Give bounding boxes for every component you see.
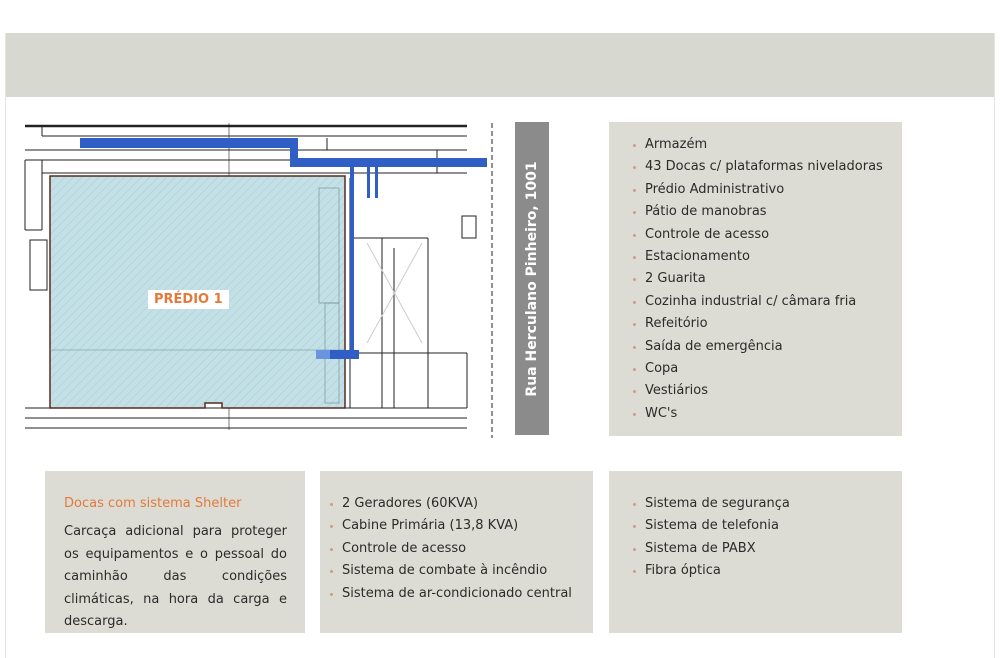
list-item: Sistema de PABX <box>623 538 902 560</box>
list-item: Estacionamento <box>623 246 902 268</box>
list-item: Sistema de telefonia <box>623 515 902 537</box>
features-panel <box>609 122 902 436</box>
list-item: Saída de emergência <box>623 336 902 358</box>
list-item: Pátio de manobras <box>623 201 902 223</box>
list-item: Cabine Primária (13,8 KVA) <box>320 515 593 537</box>
infrastructure-panel <box>320 471 593 633</box>
list-item: Prédio Administrativo <box>623 179 902 201</box>
list-item: Sistema de segurança <box>623 493 902 515</box>
floor-plan-drawing <box>22 118 552 440</box>
list-item: Sistema de ar-condicionado central <box>320 583 593 605</box>
list-item: WC's <box>623 403 902 425</box>
list-item: 43 Docas c/ plataformas niveladoras <box>623 156 902 178</box>
street-name: Rua Herculano Pinheiro, 1001 <box>524 160 540 397</box>
shelter-title: Docas com sistema Shelter <box>64 496 242 511</box>
list-item: Controle de acesso <box>623 224 902 246</box>
shelter-text: Carcaça adicional para proteger os equipamentos e o pessoal do caminhão das condições climáticas, na hora da carga e descarga. <box>64 524 287 629</box>
list-item: Fibra óptica <box>623 560 902 582</box>
list-item: Sistema de combate à incêndio <box>320 560 593 582</box>
list-item: Copa <box>623 358 902 380</box>
list-item: Armazém <box>623 134 902 156</box>
street-label <box>515 122 549 435</box>
features-list <box>623 134 902 425</box>
shelter-panel <box>45 471 305 633</box>
systems-list <box>623 493 902 583</box>
floor-plan <box>22 118 552 440</box>
list-item: 2 Guarita <box>623 268 902 290</box>
list-item: 2 Geradores (60KVA) <box>320 493 593 515</box>
list-item: Controle de acesso <box>320 538 593 560</box>
infrastructure-list <box>320 493 593 605</box>
list-item: Cozinha industrial c/ câmara fria <box>623 291 902 313</box>
list-item: Vestiários <box>623 380 902 402</box>
list-item: Refeitório <box>623 313 902 335</box>
systems-panel <box>609 471 902 633</box>
header-band <box>6 33 994 97</box>
building-label: PRÉDIO 1 <box>148 290 229 309</box>
